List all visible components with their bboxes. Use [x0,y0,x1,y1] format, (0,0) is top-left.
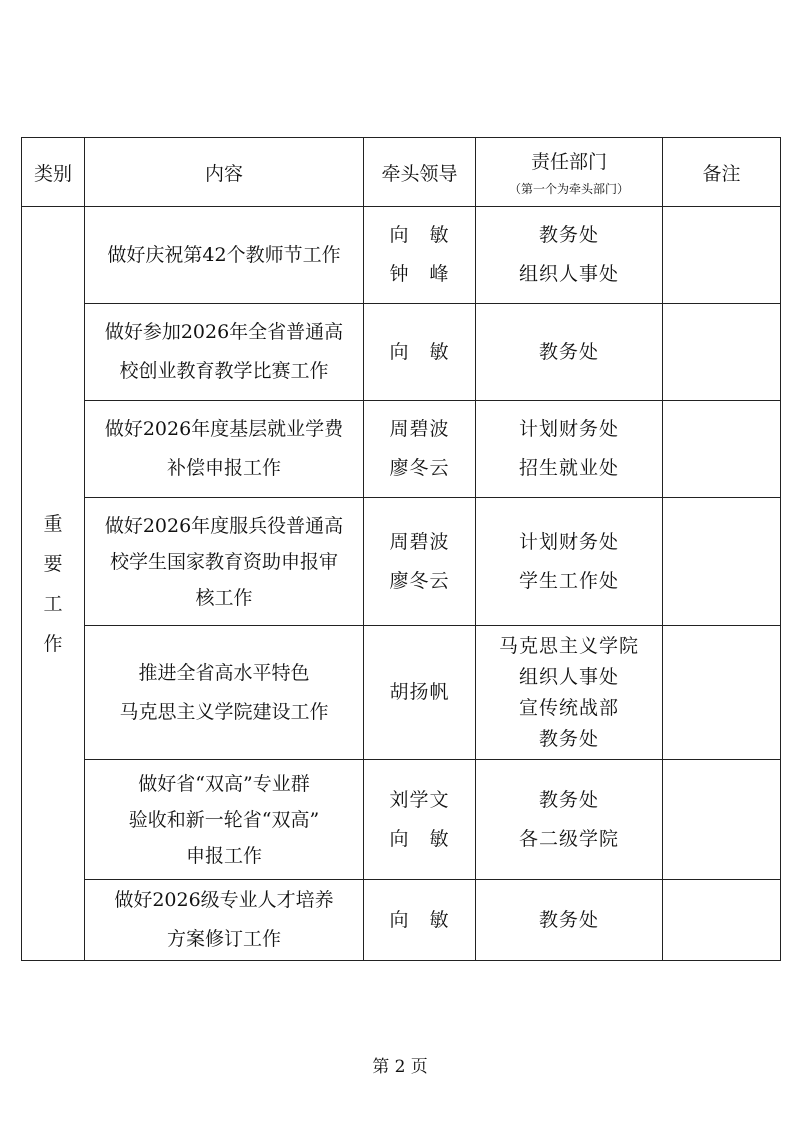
remark-cell [663,760,781,880]
leader-cell-line: 向 敏 [389,908,450,931]
header-dept-label: 责任部门 [530,151,607,173]
content-cell [85,626,364,760]
header-dept [476,138,663,207]
table-header-row [22,138,781,207]
content-cell-line: 核工作 [195,586,253,609]
remark-cell [663,498,781,626]
category-char: 作 [43,632,63,655]
leader-cell-line: 胡扬帆 [389,681,450,703]
content-cell-line: 做好2026年度服兵役普通高 [104,514,344,537]
leader-cell [364,304,476,401]
leader-cell-line: 周碧波 [389,530,450,553]
leader-cell-line: 刘学文 [389,788,450,811]
remark-cell [663,304,781,401]
content-cell-line: 校学生国家教育资助申报审 [109,550,338,573]
content-cell [85,498,364,626]
leader-cell [364,401,476,498]
category-cell [22,207,85,961]
leader-cell [364,760,476,880]
dept-cell [476,498,663,626]
dept-cell-line: 各二级学院 [518,827,619,850]
dept-cell-line: 教务处 [538,727,599,750]
table-body [22,207,781,961]
leader-cell [364,498,476,626]
dept-cell-line: 教务处 [538,224,599,246]
content-cell-line: 做好省“双高”专业群 [138,772,310,795]
dept-cell-line: 教务处 [538,908,599,931]
content-cell-line: 方案修订工作 [166,928,281,950]
leader-cell-line: 向 敏 [389,224,450,246]
header-remark: 备注 [663,138,781,207]
table-row [22,401,781,498]
remark-cell [663,880,781,961]
dept-cell-line: 组织人事处 [518,665,619,688]
leader-cell [364,626,476,760]
content-cell [85,401,364,498]
content-cell-line: 校创业教育教学比赛工作 [119,360,329,382]
dept-cell-line: 学生工作处 [518,569,619,592]
leader-cell-line: 向 敏 [389,827,450,850]
dept-cell-line: 马克思主义学院 [498,634,639,657]
category-char: 工 [43,592,63,615]
content-cell [85,760,364,880]
remark-cell [663,626,781,760]
header-leader: 牵头领导 [364,138,476,207]
dept-cell-line: 教务处 [538,340,599,363]
dept-cell-line: 组织人事处 [518,263,619,285]
category-char: 重 [43,512,63,535]
leader-cell-line: 钟 峰 [389,263,450,285]
table-row [22,207,781,304]
remark-cell [663,207,781,304]
page-number: 第 2 页 [372,1057,428,1077]
header-content: 内容 [85,138,364,207]
leader-cell [364,880,476,961]
content-cell [85,304,364,401]
content-cell [85,880,364,961]
remark-cell [663,401,781,498]
dept-cell-line: 招生就业处 [518,457,619,479]
category-char: 要 [43,552,63,575]
content-cell-line: 验收和新一轮省“双高” [128,808,320,831]
header-category: 类别 [22,138,85,207]
dept-cell [476,207,663,304]
dept-cell [476,880,663,961]
dept-cell-line: 计划财务处 [518,530,619,553]
header-dept-note: （第一个为牵头部门） [508,182,629,196]
leader-cell-line: 廖冬云 [389,457,450,479]
content-cell-line: 推进全省高水平特色 [138,661,310,684]
content-cell-line: 申报工作 [185,844,262,867]
leader-cell-line: 廖冬云 [389,569,450,592]
leader-cell-line: 向 敏 [389,340,450,363]
content-cell-line: 做好2026年度基层就业学费 [104,418,344,440]
table-row [22,760,781,880]
dept-cell-line: 计划财务处 [518,418,619,440]
table-row [22,880,781,961]
table-row [22,498,781,626]
work-table [21,137,781,961]
content-cell [85,207,364,304]
content-cell-line: 做好庆祝第42个教师节工作 [107,243,341,266]
dept-cell [476,401,663,498]
content-cell-line: 补偿申报工作 [166,457,281,479]
leader-cell-line: 周碧波 [389,418,450,440]
dept-cell-line: 宣传统战部 [518,696,619,719]
table-row [22,304,781,401]
leader-cell [364,207,476,304]
dept-cell [476,626,663,760]
dept-cell-line: 教务处 [538,788,599,811]
dept-cell [476,760,663,880]
content-cell-line: 做好2026级专业人才培养 [114,889,334,911]
dept-cell [476,304,663,401]
content-cell-line: 马克思主义学院建设工作 [119,700,329,723]
content-cell-line: 做好参加2026年全省普通高 [104,321,344,343]
table-row [22,626,781,760]
